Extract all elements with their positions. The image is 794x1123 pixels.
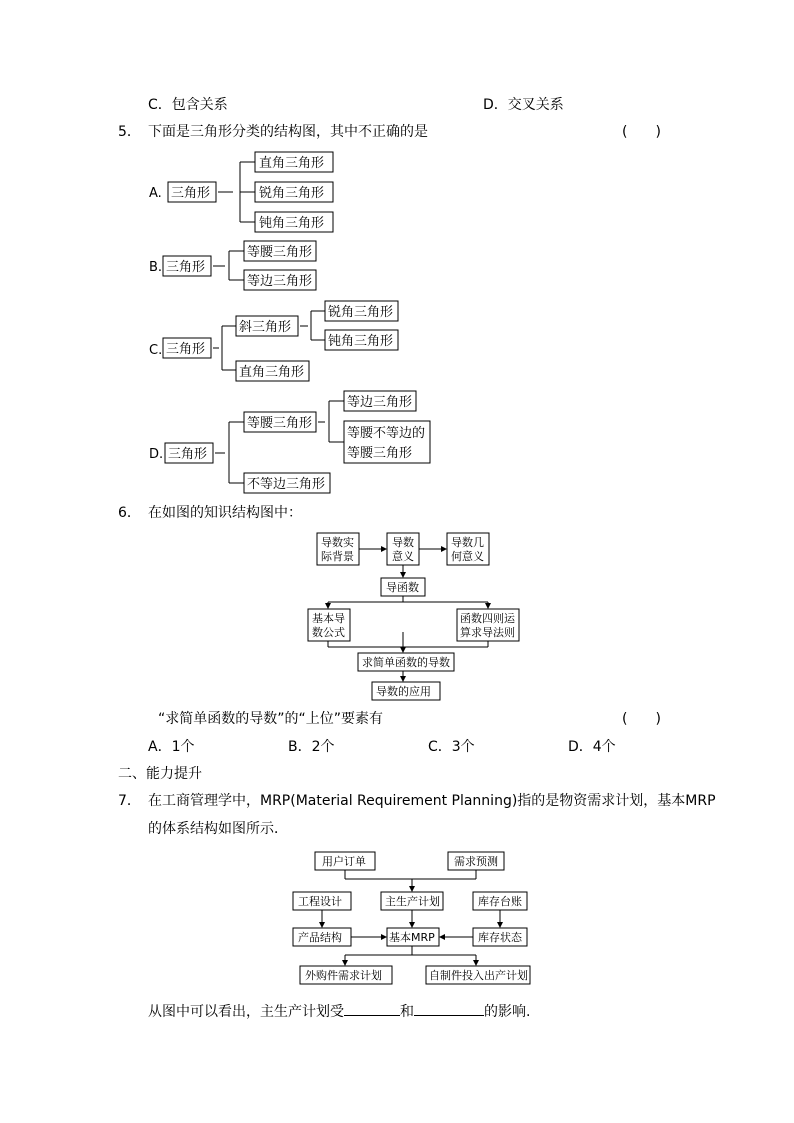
q7-line1: 在工商管理学中，MRP(Material Requirement Planning)指的是物资需求计划，基本MRP [148,793,716,809]
node-label: 主生产计划 [385,895,440,908]
node-label: 库存状态 [478,931,522,944]
node-label: 导数几 [451,536,484,549]
q6-stem: 在如图的知识结构图中： [148,505,302,521]
tree-label: 等腰三角形 [247,416,313,431]
q5-stem: 下面是三角形分类的结构图，其中不正确的是 [148,124,428,140]
tree-label: 等边三角形 [247,274,313,289]
answer-mid: 和 [400,1004,414,1020]
node-label: 自制件投入出产计划 [429,969,528,982]
node-label: 算求导法则 [460,626,515,639]
q6-option-d: D．4个 [568,739,616,755]
node-label: 导数实 [321,536,354,549]
tree-label: 钝角三角形 [259,216,325,231]
node-label: 导数的应用 [376,685,431,698]
node-label: 外购件需求计划 [305,969,382,982]
node-label: 何意义 [451,550,484,563]
section-heading: 二、能力提升 [118,766,202,782]
q6-option-b: B．2个 [288,739,335,755]
q5-paren: ( ) [622,124,661,140]
q7-number: 7． [118,793,141,809]
node-label: 基本MRP [389,931,435,944]
node-label: 导数 [392,536,414,549]
node-label: 求简单函数的导数 [362,656,450,669]
answer-blank-1[interactable] [344,1003,400,1016]
node-label: 导函数 [386,581,419,594]
q6-number: 6． [118,505,141,521]
q5-option-a-diagram [145,150,345,232]
option-letter: B. [149,260,163,275]
q6-option-a: A．1个 [148,739,195,755]
tree-label: 锐角三角形 [328,305,394,320]
q6-option-c: C．3个 [428,739,475,755]
tree-label: 等腰三角形 [247,245,313,260]
q7-mrp-diagram [285,848,535,990]
tree-label: 三角形 [171,186,211,201]
node-label: 函数四则运 [460,612,515,625]
node-label: 工程设计 [298,895,342,908]
tree-label: 等腰不等边的 [347,426,426,441]
node-label: 用户订单 [322,855,366,868]
node-label: 需求预测 [454,855,498,868]
q5-option-d-diagram [145,390,445,495]
tree-label: 直角三角形 [239,365,305,380]
node-label: 库存台账 [478,895,522,908]
node-label: 意义 [392,550,414,563]
tree-label: 等腰三角形 [347,446,413,461]
tree-label: 三角形 [166,342,206,357]
q5-number: 5． [118,124,141,140]
tree-label: 钝角三角形 [328,334,394,349]
tree-label: 等边三角形 [347,395,413,410]
q7-answer-line [148,1003,530,1019]
node-label: 际背景 [321,550,354,563]
q4-option-d: D．交叉关系 [483,97,564,113]
node-label: 基本导 [312,612,345,625]
node-label: 产品结构 [298,931,342,944]
tree-label: 三角形 [168,447,208,462]
q7-line2: 的体系结构如图所示． [148,821,288,837]
tree-label: 斜三角形 [239,320,292,335]
q4-option-c: C．包含关系 [148,97,228,113]
node-label: 数公式 [312,626,345,639]
q5-option-b-diagram [145,240,325,292]
option-letter: D. [149,447,164,462]
tree-label: 直角三角形 [259,156,325,171]
option-letter: C. [149,343,163,358]
answer-prefix: 从图中可以看出，主生产计划受 [148,1004,344,1020]
tree-label: 三角形 [166,260,206,275]
q5-option-c-diagram [145,300,405,382]
option-letter: A. [149,186,162,201]
tree-label: 锐角三角形 [259,186,325,201]
q6-question: “求简单函数的导数”的“上位”要素有 [158,711,384,727]
tree-label: 不等边三角形 [247,477,326,492]
q6-knowledge-diagram [300,528,530,703]
q6-paren: ( ) [622,711,661,727]
answer-suffix: 的影响. [484,1004,531,1020]
answer-blank-2[interactable] [414,1003,484,1016]
